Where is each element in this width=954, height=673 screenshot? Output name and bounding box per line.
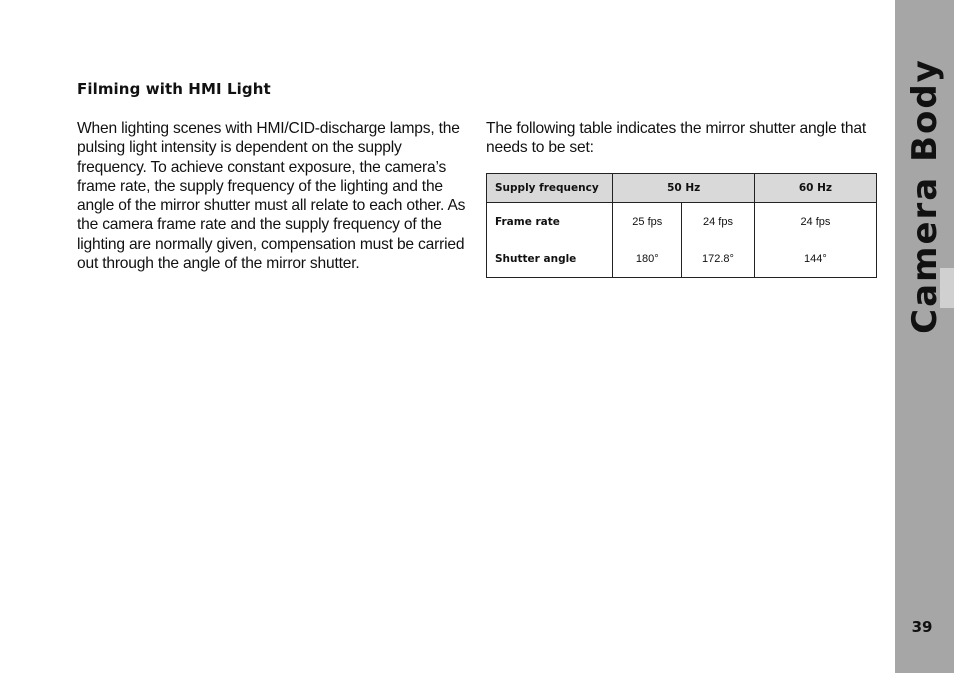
table-cell: 25 fps: [613, 203, 682, 241]
page-number: 39: [911, 618, 933, 636]
chapter-title-container: [895, 0, 954, 673]
table-cell: 24 fps: [754, 203, 876, 241]
header-supply-frequency: Supply frequency: [487, 174, 613, 203]
row-label-frame-rate: Frame rate: [487, 203, 613, 241]
table-cell: 180°: [613, 240, 682, 278]
table-cell: 24 fps: [682, 203, 755, 241]
table-row: [487, 203, 877, 241]
chapter-title: Camera Body: [904, 58, 945, 334]
table-row: [487, 240, 877, 278]
shutter-angle-table: [486, 173, 877, 278]
table-header-row: [487, 174, 877, 203]
header-50hz: 50 Hz: [613, 174, 754, 203]
section-heading: Filming with HMI Light: [77, 80, 271, 98]
row-label-shutter-angle: Shutter angle: [487, 240, 613, 278]
table-intro-paragraph: The following table indicates the mirror shutter angle that needs to be set:: [486, 120, 866, 157]
body-paragraph: When lighting scenes with HMI/CID-discharge lamps, the pulsing light intensity is dependent on the supply frequency. To achieve constant exposure, the camera’s frame rate, the supply frequency of the lighting and the angle of the mirror shutter must all relate to each other. As the camera frame rate and the supply frequency of the lighting are normally given, compensation must be carried out through the angle of the mirror shutter.: [77, 120, 466, 273]
table-cell: 144°: [754, 240, 876, 278]
header-60hz: 60 Hz: [754, 174, 876, 203]
table-cell: 172.8°: [682, 240, 755, 278]
